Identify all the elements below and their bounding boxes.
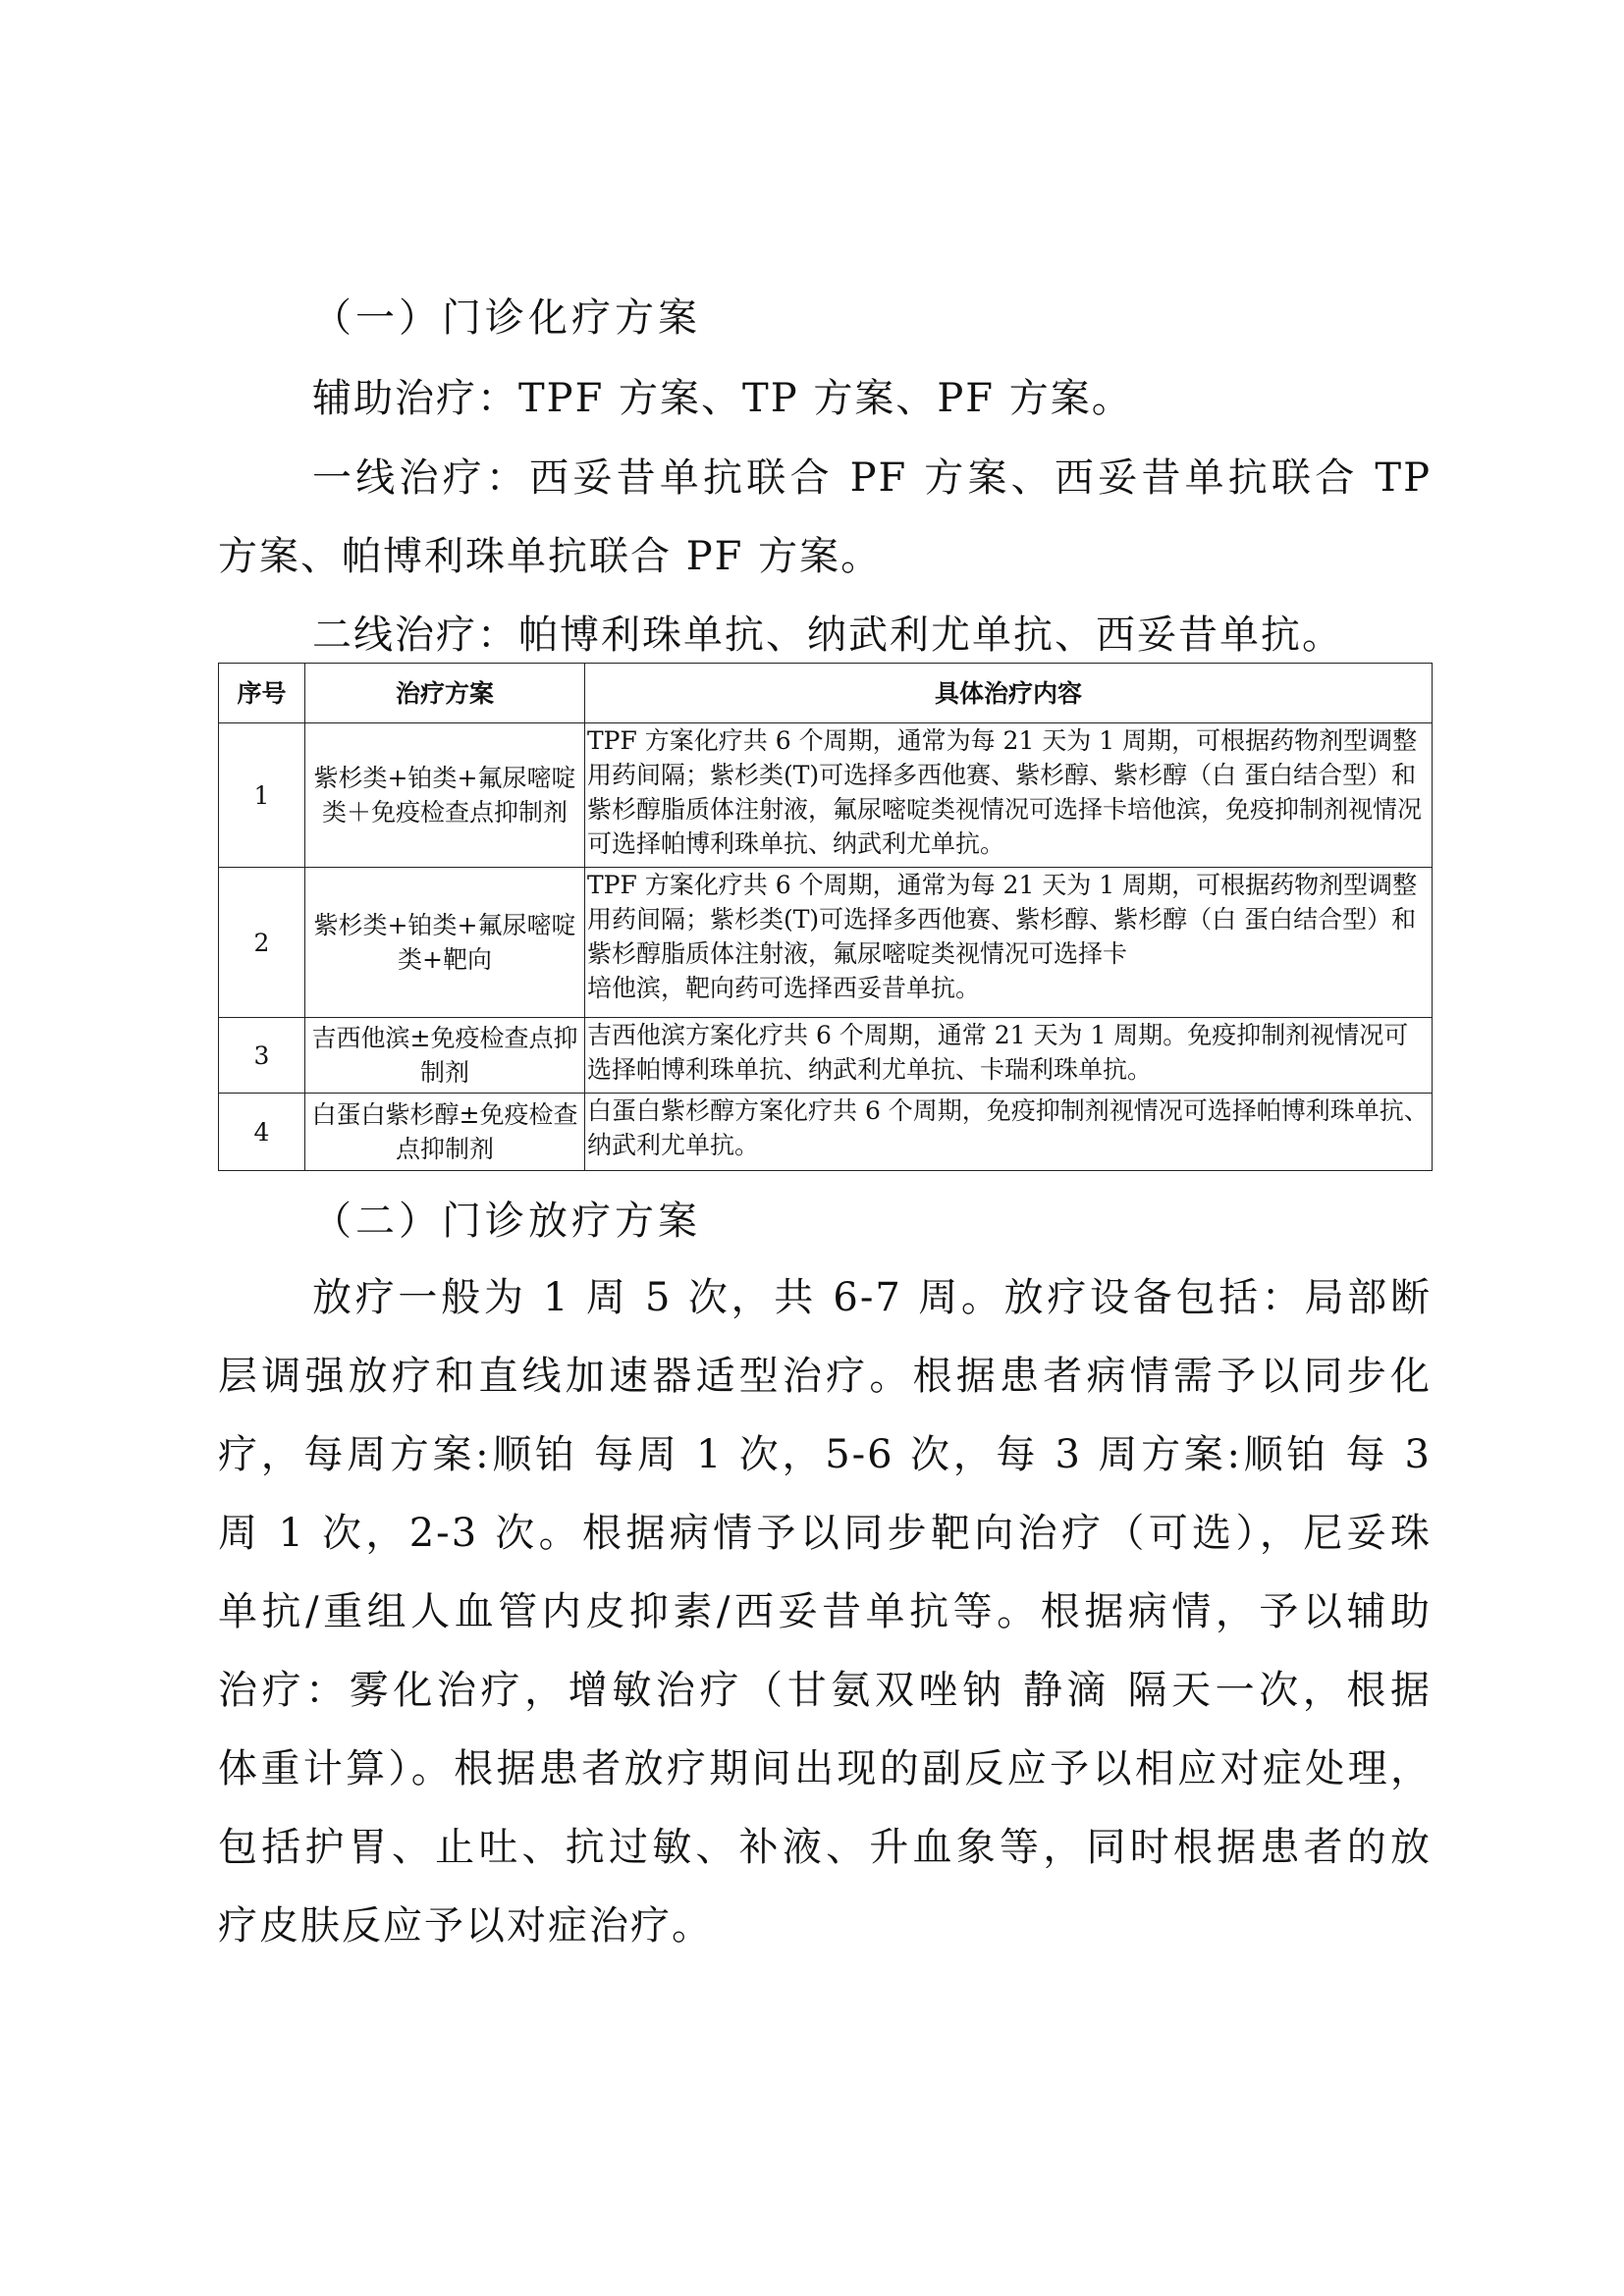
radiotherapy-paragraph-line: 体重计算）。根据患者放疗期间出现的副反应予以相应对症处理， <box>218 1746 1432 1791</box>
table-row <box>219 723 1433 868</box>
table-row <box>219 868 1433 1018</box>
second-line-therapy-line: 二线治疗：帕博利珠单抗、纳武利尤单抗、西妥昔单抗。 <box>312 613 1343 658</box>
adjuvant-therapy-line: 辅助治疗：TPF 方案、TP 方案、PF 方案。 <box>312 376 1133 421</box>
radiotherapy-paragraph-line: 治疗：雾化治疗，增敏治疗（甘氨双唑钠 静滴 隔天一次，根据 <box>218 1668 1432 1713</box>
row-number: 4 <box>219 1094 305 1171</box>
table-header-row <box>219 664 1433 723</box>
radiotherapy-paragraph-line: 包括护胃、止吐、抗过敏、补液、升血象等，同时根据患者的放 <box>218 1825 1432 1870</box>
radiotherapy-paragraph-line: 周 1 次，2-3 次。根据病情予以同步靶向治疗（可选），尼妥珠 <box>218 1511 1432 1556</box>
row-number: 3 <box>219 1018 305 1094</box>
row-detail: 吉西他滨方案化疗共 6 个周期，通常 21 天为 1 周期。免疫抑制剂视情况可选择帕博利珠单抗、纳武利尤单抗、卡瑞利珠单抗。 <box>585 1018 1433 1094</box>
row-number: 1 <box>219 723 305 868</box>
radiotherapy-paragraph-line: 层调强放疗和直线加速器适型治疗。根据患者病情需予以同步化 <box>218 1354 1432 1399</box>
chemotherapy-plan-table <box>218 663 1433 1171</box>
section1-heading: （一）门诊化疗方案 <box>312 295 701 341</box>
table-row <box>219 1094 1433 1171</box>
header-number: 序号 <box>219 664 305 723</box>
table-row <box>219 1018 1433 1094</box>
row-plan: 吉西他滨±免疫检查点抑制剂 <box>305 1018 585 1094</box>
row-plan: 白蛋白紫杉醇±免疫检查点抑制剂 <box>305 1094 585 1171</box>
row-number: 2 <box>219 868 305 1018</box>
radiotherapy-paragraph-line: 疗皮肤反应予以对症治疗。 <box>218 1903 713 1949</box>
row-detail: 白蛋白紫杉醇方案化疗共 6 个周期，免疫抑制剂视情况可选择帕博利珠单抗、纳武利尤单抗。 <box>585 1094 1433 1171</box>
row-detail: TPF 方案化疗共 6 个周期，通常为每 21 天为 1 周期，可根据药物剂型调整用药间隔；紫杉类(T)可选择多西他赛、紫杉醇、紫杉醇（白 蛋白结合型）和紫杉醇脂质体注射液，氟尿嘧啶类视情况可选择卡培他滨，免疫抑制剂视情况可选择帕博利珠单抗、纳武利尤单抗。 <box>585 723 1433 868</box>
row-plan: 紫杉类+铂类+氟尿嘧啶类+靶向 <box>305 868 585 1018</box>
section2-heading: （二）门诊放疗方案 <box>312 1199 701 1244</box>
first-line-therapy-line-2: 方案、帕博利珠单抗联合 PF 方案。 <box>218 534 883 579</box>
header-detail: 具体治疗内容 <box>585 664 1433 723</box>
row-detail: TPF 方案化疗共 6 个周期，通常为每 21 天为 1 周期，可根据药物剂型调整用药间隔；紫杉类(T)可选择多西他赛、紫杉醇、紫杉醇（白 蛋白结合型）和紫杉醇脂质体注射液，氟尿嘧啶类视情况可选择卡 培他滨，靶向药可选择西妥昔单抗。 <box>585 868 1433 1018</box>
header-plan: 治疗方案 <box>305 664 585 723</box>
radiotherapy-paragraph-line: 单抗/重组人血管内皮抑素/西妥昔单抗等。根据病情，予以辅助 <box>218 1589 1432 1634</box>
radiotherapy-paragraph-line: 放疗一般为 1 周 5 次，共 6-7 周。放疗设备包括：局部断 <box>312 1275 1432 1320</box>
radiotherapy-paragraph-line: 疗，每周方案:顺铂 每周 1 次，5-6 次，每 3 周方案:顺铂 每 3 <box>218 1432 1432 1477</box>
row-plan: 紫杉类+铂类+氟尿嘧啶类＋免疫检查点抑制剂 <box>305 723 585 868</box>
first-line-therapy-line-1: 一线治疗：西妥昔单抗联合 PF 方案、西妥昔单抗联合 TP <box>312 455 1432 501</box>
